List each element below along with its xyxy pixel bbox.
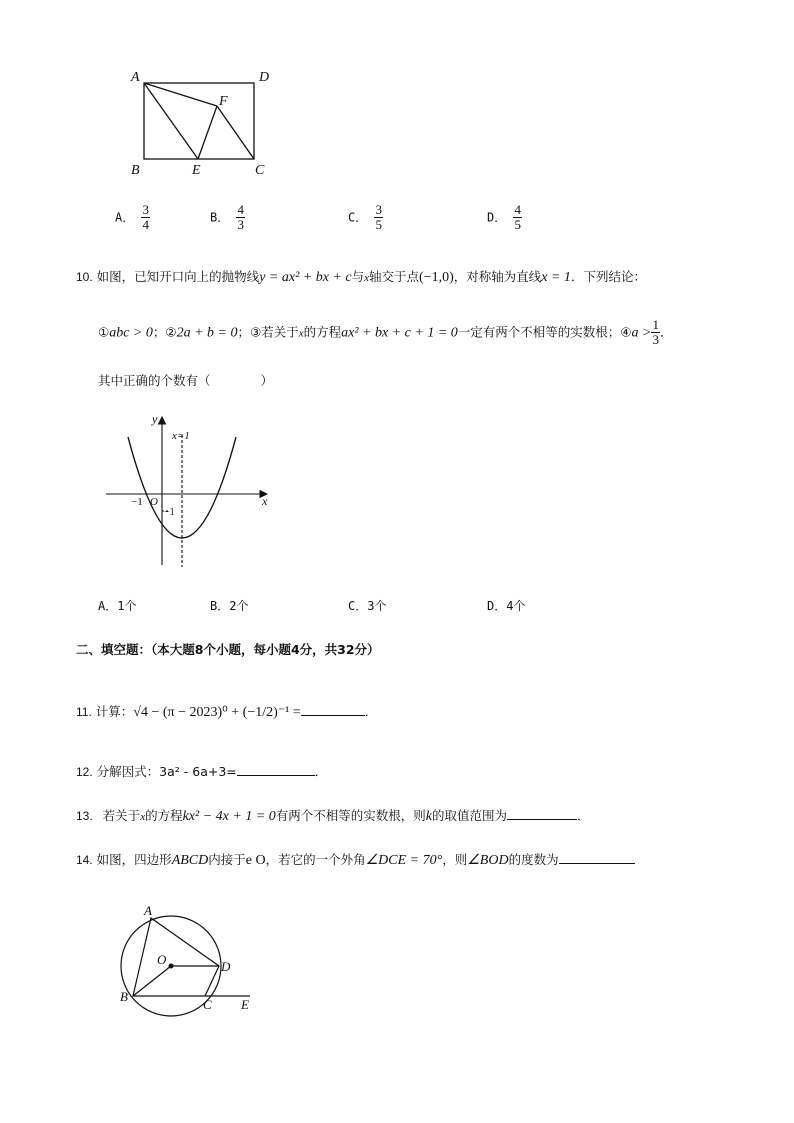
label-d: D: [221, 959, 231, 974]
symmetry-label: x=1: [172, 430, 190, 442]
q9-option-a[interactable]: A． $\frac{3}{4}$: [115, 202, 149, 233]
label-c: C: [255, 163, 265, 178]
label-d: D: [259, 70, 270, 85]
center-point: [169, 964, 174, 969]
q9-option-c[interactable]: C． $\frac{3}{5}$: [348, 202, 382, 233]
parabola-figure: [100, 405, 280, 575]
q10-question: 其中正确的个数有（ ）: [98, 373, 274, 388]
label-a: A: [131, 70, 140, 85]
section-heading: 二、填空题：（本大题8个小题，每小题4分，共32分）: [76, 642, 380, 657]
rectangle-figure: [125, 64, 285, 180]
q10-option-a[interactable]: A．1个: [98, 599, 137, 613]
fraction: $\frac{3}{4}$: [142, 202, 149, 233]
segment-fc: [217, 106, 254, 159]
label-c: C: [203, 997, 212, 1012]
fraction: $\frac{4}{5}$: [514, 202, 521, 233]
label-f: F: [219, 94, 228, 109]
rectangle-abcd: [144, 83, 254, 159]
label-o: O: [157, 952, 167, 967]
label-e: E: [241, 997, 249, 1012]
q11: 11. 计算：√4 − (π − 2023)⁰ + (−1/2)⁻¹ = ．: [76, 704, 378, 720]
label-b: B: [131, 163, 140, 178]
fraction: $\frac{4}{3}$: [237, 202, 244, 233]
segment-fe: [198, 106, 217, 159]
y-axis-label: y: [152, 412, 158, 426]
neg1-x-label: −1: [131, 496, 143, 508]
x-axis-label: x: [262, 494, 268, 508]
segment-af: [144, 83, 217, 106]
neg1-y-label: −1: [164, 507, 175, 518]
fraction: $\frac{1}{3}$: [652, 317, 659, 348]
answer-blank[interactable]: [507, 807, 577, 820]
label-b: B: [120, 989, 128, 1004]
q10-stem: 10. 如图，已知开口向上的抛物线y = ax² + bx + c与x轴交于点(−1,0)，对称轴为直线x = 1．下列结论：: [76, 269, 646, 285]
q10-option-b[interactable]: B．2个: [210, 599, 249, 613]
expression: √4 − (π − 2023)⁰ + (−1/2)⁻¹ =: [133, 705, 301, 720]
q14: 14. 如图，四边形ABCD内接于e O，若它的一个外角∠DCE = 70°，则∠BOD的度数为: [76, 850, 635, 869]
q10-conclusions: ①abc > 0；②2a + b = 0；③若关于x的方程ax² + bx + c + 1 = 0一定有两个不相等的实数根；④a > $\frac{1}{3}$ ．: [98, 317, 673, 348]
q10-option-c[interactable]: C．3个: [348, 599, 387, 613]
origin-label: O: [150, 496, 158, 508]
label-a: A: [144, 903, 152, 918]
circle-figure: [112, 900, 262, 1020]
segment-ae: [144, 83, 198, 159]
q10-option-d[interactable]: D．4个: [487, 599, 526, 613]
fraction: $\frac{3}{5}$: [375, 202, 382, 233]
q9-option-b[interactable]: B． $\frac{4}{3}$: [210, 202, 244, 233]
answer-blank[interactable]: [301, 703, 365, 716]
q13: 13. 若关于x的方程kx² − 4x + 1 = 0有两个不相等的实数根，则k的取值范围为 ．: [76, 808, 590, 824]
label-e: E: [192, 163, 201, 178]
answer-blank[interactable]: [237, 763, 315, 776]
q9-option-d[interactable]: D． $\frac{4}{5}$: [487, 202, 521, 233]
q12: 12. 分解因式：3a² - 6a+3= ．: [76, 764, 328, 779]
answer-blank[interactable]: [559, 851, 635, 864]
